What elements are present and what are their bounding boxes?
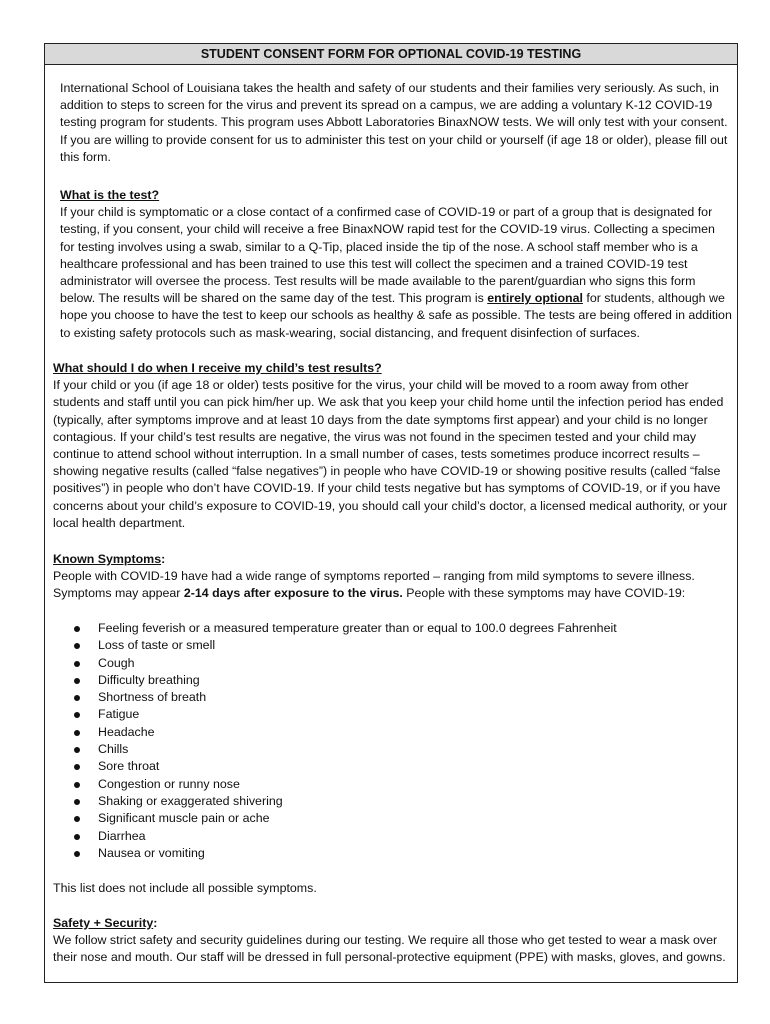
test-section-text-before: If your child is symptomatic or a close contact of a confirmed case of COVID-19 or part of a group that is designated for testing, if you consent, your child will receive a free BinaxNOW rapid test for the COVID-19 virus. Collecting a specimen for testing involves using a swab, similar to a Q-Tip, placed inside the tip of the nose. A school staff member who is a healthcare professional and has been trained to use this test will collect the specimen and a trained COVID-19 test administrator will oversee the process. Test results will be made available to the parent/guardian who signs this form below. The results will be shared on the same day of the test. This program is — [60, 205, 715, 306]
results-section-text: If your child or you (if age 18 or older) tests positive for the virus, your child will be moved to a room away from other students and staff until you can pick him/her up. We ask that you keep your child home until the infection period has ended (typically, after symptoms improve and at least 10 days from the date symptoms first appear) and your child is no longer contagious. If your child’s test results are negative, the virus was not found in the specimen tested and your child may continue to attend school without interruption. In a small number of cases, tests sometimes produce incorrect results – showing negative results (called “false negatives”) in people who have COVID-19 or showing positive results (called “false positives”) in people who don’t have COVID-19. If your child tests negative but has symptoms of COVID-19, or if you have concerns about your child’s exposure to COVID-19, you should call your child’s doctor, a licensed medical authority, or your local health department. — [53, 378, 728, 530]
results-section — [53, 360, 733, 532]
list-item: Sore throat — [69, 758, 617, 775]
list-item: Difficulty breathing — [69, 672, 617, 689]
list-item: Loss of taste or smell — [69, 637, 617, 654]
safety-section — [53, 915, 733, 967]
list-item: Diarrhea — [69, 828, 617, 845]
list-item: Fatigue — [69, 706, 617, 723]
safety-section-text: We follow strict safety and security guidelines during our testing. We require all those who get tested to wear a mask over their nose and mouth. Our staff will be dressed in full personal-protective equipment (PPE) with masks, gloves, and gowns. — [53, 933, 726, 965]
list-item: Feeling feverish or a measured temperature greater than or equal to 100.0 degrees Fahrenheit — [69, 620, 617, 637]
intro-paragraph: International School of Louisiana takes the health and safety of our students and their families very seriously. As such, in addition to steps to screen for the virus and prevent its spread on a campus, we are adding a voluntary K-12 COVID-19 testing program for students. This program uses Abbott Laboratories BinaxNOW tests. We will only test with your consent. If you are willing to provide consent for us to administer this test on your child or yourself (if age 18 or older), please fill out this form. — [60, 81, 728, 164]
test-section-text-after: for students, although we hope you choose to have the test to keep our schools as healthy & safe as possible. The tests are being offered in addition to existing safety protocols such as mask-wearing, social distancing, and frequent disinfection of surfaces. — [60, 291, 732, 340]
symptoms-emphasis: 2-14 days after exposure to the virus. — [183, 586, 403, 601]
symptoms-text-after: People with these symptoms may have COVID-19: — [402, 586, 686, 601]
results-section-heading: What should I do when I receive my child’s test results? — [53, 361, 382, 375]
symptoms-heading-colon: : — [161, 552, 166, 566]
symptoms-text-before: People with COVID-19 have had a wide range of symptoms reported – ranging from mild symptoms to severe illness. Symptoms may appear — [53, 569, 695, 601]
list-item: Chills — [69, 741, 617, 758]
safety-heading-colon: : — [153, 916, 158, 930]
symptoms-note: This list does not include all possible symptoms. — [53, 881, 317, 895]
safety-section-heading: Safety + Security — [53, 916, 154, 930]
list-item: Nausea or vomiting — [69, 845, 617, 862]
list-item: Headache — [69, 724, 617, 741]
symptoms-section — [53, 551, 733, 603]
form-title: STUDENT CONSENT FORM FOR OPTIONAL COVID-19 TESTING — [45, 44, 737, 65]
symptoms-section-heading: Known Symptoms — [53, 552, 162, 566]
test-section-emphasis: entirely optional — [487, 291, 583, 306]
list-item: Shortness of breath — [69, 689, 617, 706]
list-item: Congestion or runny nose — [69, 776, 617, 793]
consent-form — [44, 43, 738, 983]
list-item: Cough — [69, 655, 617, 672]
symptoms-list — [69, 620, 617, 862]
list-item: Significant muscle pain or ache — [69, 810, 617, 827]
list-item: Shaking or exaggerated shivering — [69, 793, 617, 810]
test-section — [60, 187, 732, 342]
test-section-heading: What is the test? — [60, 188, 160, 202]
